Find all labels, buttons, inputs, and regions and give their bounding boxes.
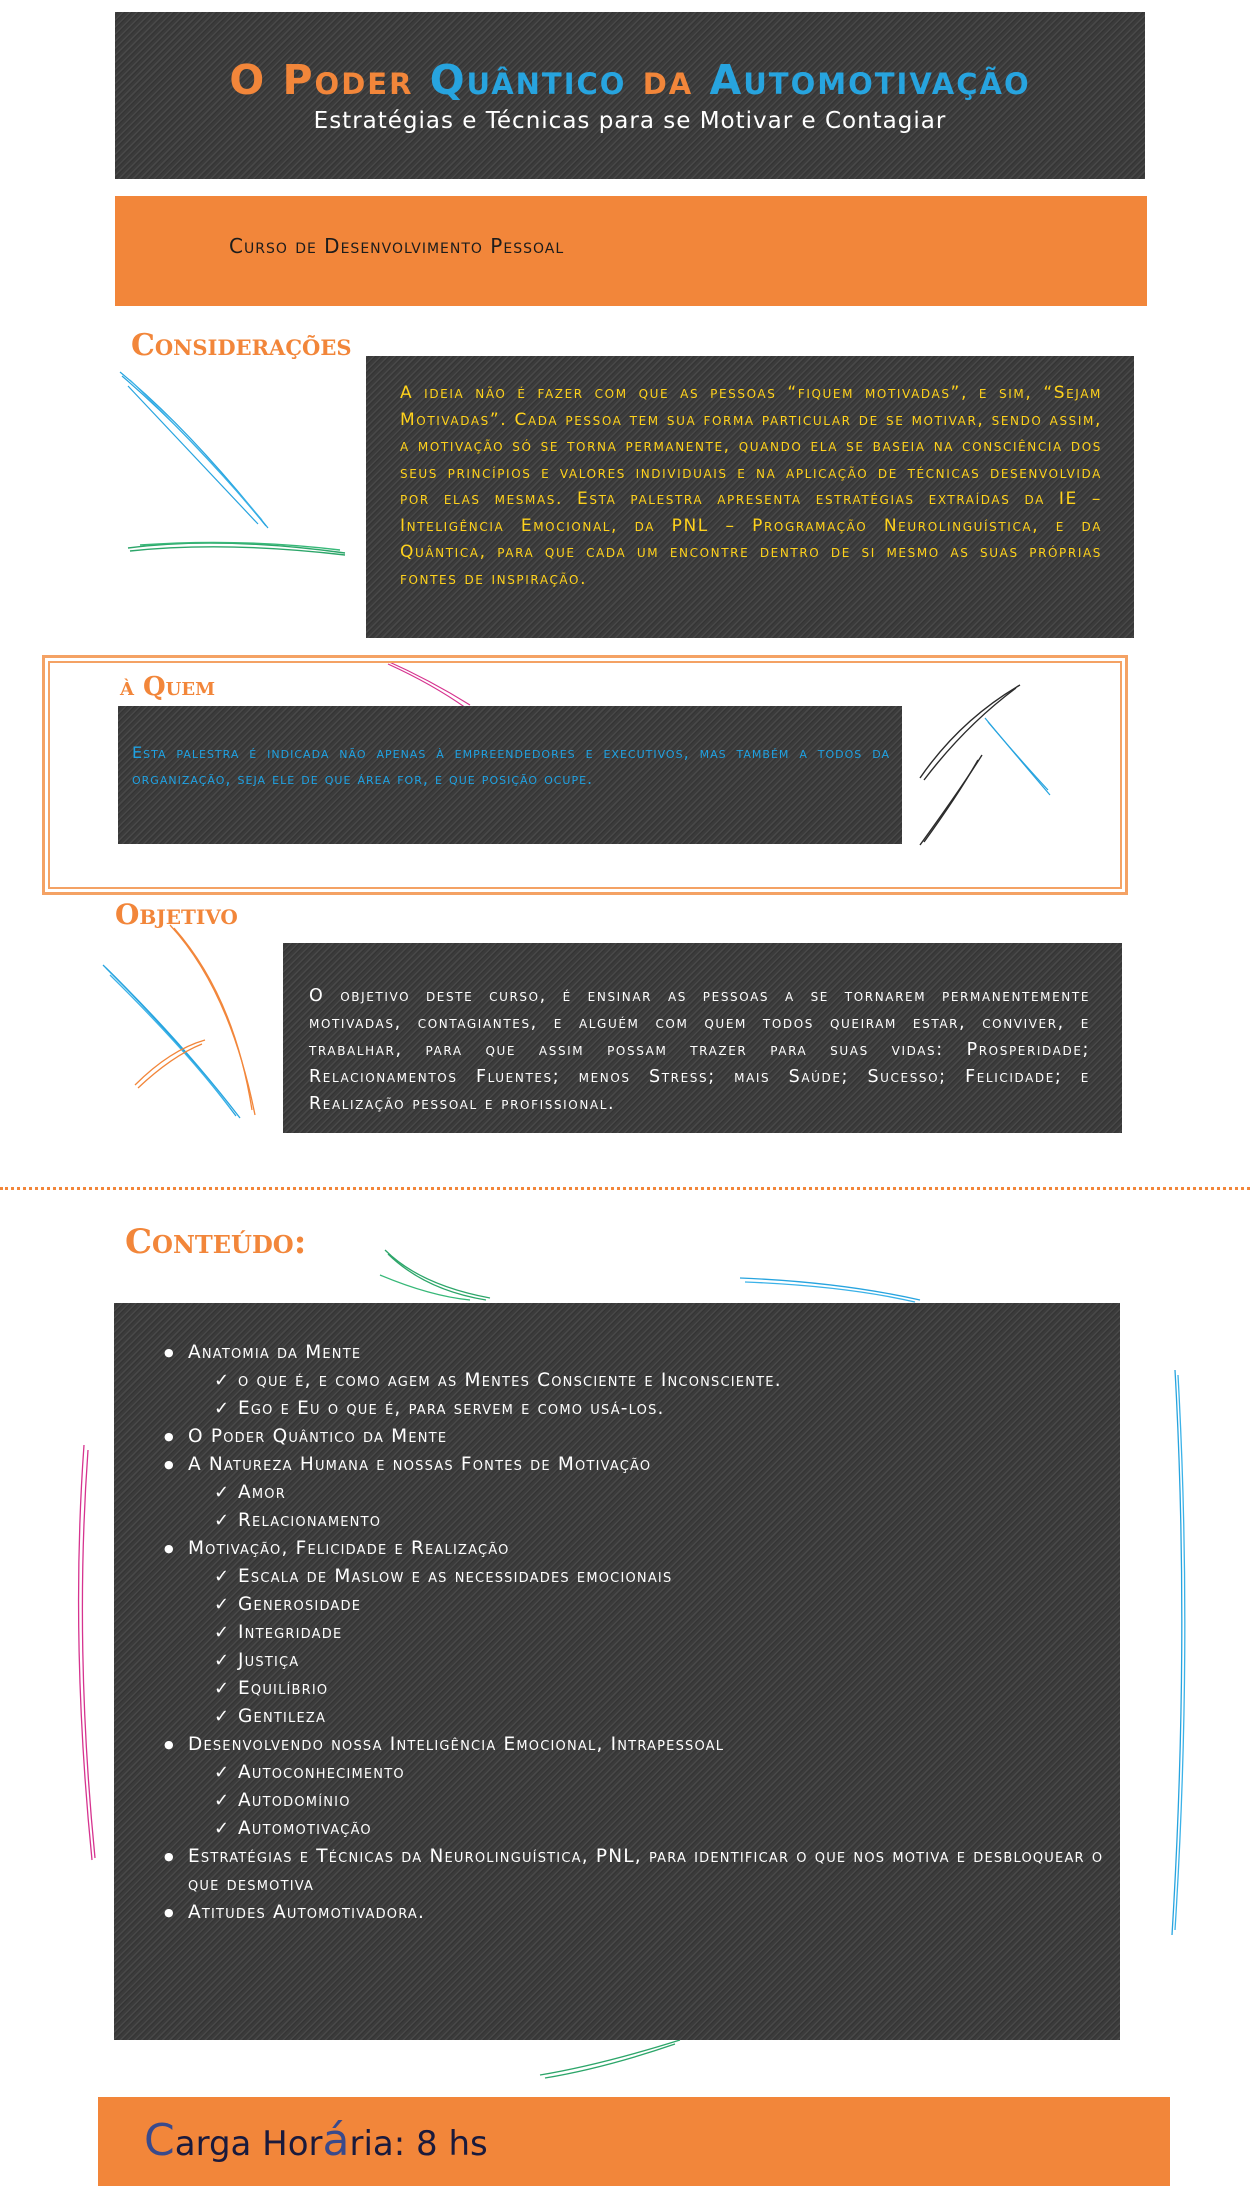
checkmark-icon: ✓ bbox=[214, 1706, 231, 1727]
topic-item: ● Estratégias e Técnicas da Neurolinguística, PNL, para identificar o que nos motiva e desbloquear o que desmotiva bbox=[164, 1843, 1110, 1899]
checkmark-icon: ✓ bbox=[214, 1622, 231, 1643]
subtopic-label: Relacionamento bbox=[238, 1510, 382, 1531]
objetivo-box bbox=[283, 943, 1122, 1133]
subtopic-item bbox=[164, 1703, 1110, 1731]
workload-band bbox=[98, 2097, 1170, 2186]
conteudo-heading: Conteúdo: bbox=[125, 1222, 307, 1262]
workload-part: arga Hor bbox=[174, 2124, 323, 2164]
cont-right-blue-swoosh bbox=[1172, 1370, 1185, 1935]
checkmark-icon: ✓ bbox=[214, 1650, 231, 1671]
subtopic-item bbox=[164, 1619, 1110, 1647]
consid-green-swoosh bbox=[128, 542, 345, 555]
checkmark-icon: ✓ bbox=[214, 1790, 231, 1811]
workload-part: ria: 8 hs bbox=[349, 2124, 488, 2164]
header-banner bbox=[115, 12, 1145, 179]
title-part: Quântico bbox=[429, 56, 627, 104]
subtopic-label: Autodomínio bbox=[238, 1790, 351, 1811]
dotted-divider bbox=[0, 1187, 1250, 1190]
subtopic-label: Justiça bbox=[238, 1650, 300, 1671]
subtopic-label: Generosidade bbox=[238, 1594, 362, 1615]
topic-item: ● O Poder Quântico da Mente bbox=[164, 1423, 1110, 1451]
quem-box bbox=[118, 706, 902, 844]
title-part: da bbox=[626, 56, 710, 104]
subtopic-item bbox=[164, 1507, 1110, 1535]
obj-orange-swoosh bbox=[135, 925, 255, 1115]
subtopic-label: o que é, e como agem as Mentes Consciente e Inconsciente. bbox=[238, 1370, 782, 1391]
consideracoes-heading: Considerações bbox=[131, 328, 352, 363]
page-subtitle: Estratégias e Técnicas para se Motivar e Contagiar bbox=[313, 108, 947, 134]
bottom-green-swoosh bbox=[540, 2040, 680, 2078]
topic-item: ● Desenvolvendo nossa Inteligência Emocional, Intrapessoal bbox=[164, 1731, 1110, 1759]
consideracoes-text: A ideia não é fazer com que as pessoas “fiquem motivadas”, e sim, “Sejam Motivadas”. Cada pessoa tem sua forma particular de se motivar, sendo assim, a motivação só se torna permanente, quando ela se baseia na consciência dos seus princípios e valores individuais e na aplicação de técnicas desenvolvida por elas mesmas. Esta palestra apresenta estratégias extraídas da IE – Inteligência Emocional, da PNL – Programação Neurolinguística, e da Quântica, para que cada um encontre dentro de si mesmo as suas próprias fontes de inspiração. bbox=[400, 383, 1102, 589]
subtopic-item bbox=[164, 1815, 1110, 1843]
checkmark-icon: ✓ bbox=[214, 1482, 231, 1503]
objetivo-heading: Objetivo bbox=[115, 898, 238, 931]
checkmark-icon: ✓ bbox=[214, 1678, 231, 1699]
subtopic-label: Autoconhecimento bbox=[238, 1762, 405, 1783]
checkmark-icon: ✓ bbox=[214, 1594, 231, 1615]
cont-blue-swoosh bbox=[740, 1278, 920, 1302]
course-band bbox=[115, 196, 1147, 306]
subtopic-item bbox=[164, 1591, 1110, 1619]
checkmark-icon: ✓ bbox=[214, 1566, 231, 1587]
topic-item: ● Motivação, Felicidade e Realização bbox=[164, 1535, 1110, 1563]
subtopic-item bbox=[164, 1647, 1110, 1675]
subtopic-item bbox=[164, 1759, 1110, 1787]
checkmark-icon: ✓ bbox=[214, 1398, 231, 1419]
subtopic-item bbox=[164, 1395, 1110, 1423]
subtopic-item bbox=[164, 1675, 1110, 1703]
topic-list bbox=[164, 1339, 1110, 1927]
subtopic-label: Automotivação bbox=[238, 1818, 372, 1839]
checkmark-icon: ✓ bbox=[214, 1818, 231, 1839]
topic-item: ● A Natureza Humana e nossas Fontes de Motivação bbox=[164, 1451, 1110, 1479]
consid-blue-swoosh bbox=[120, 372, 268, 528]
objetivo-text: O objetivo deste curso, é ensinar as pessoas a se tornarem permanentemente motivadas, contagiantes, e alguém com quem todos queiram estar, conviver, e trabalhar, para que assim possam trazer para suas vidas: Prosperidade; Relacionamentos Fluentes; menos Stress; mais Saúde; Sucesso; Felicidade; e Realização pessoal e profissional. bbox=[309, 986, 1090, 1114]
cont-pink-swoosh bbox=[79, 1445, 95, 1860]
subtopic-label: Ego e Eu o que é, para servem e como usá-los. bbox=[238, 1398, 665, 1419]
subtopic-item bbox=[164, 1367, 1110, 1395]
page-title bbox=[115, 12, 1145, 104]
quem-heading: à Quem bbox=[120, 672, 216, 702]
workload-accent: á bbox=[322, 2115, 350, 2166]
subtopic-item bbox=[164, 1479, 1110, 1507]
subtopic-label: Gentileza bbox=[238, 1706, 327, 1727]
subtopic-item bbox=[164, 1563, 1110, 1591]
topic-item: ● Anatomia da Mente bbox=[164, 1339, 1110, 1367]
checkmark-icon: ✓ bbox=[214, 1762, 231, 1783]
checkmark-icon: ✓ bbox=[214, 1510, 231, 1531]
topic-item: ● Atitudes Automotivadora. bbox=[164, 1899, 1110, 1927]
title-part: Automotivação bbox=[709, 56, 1031, 104]
workload-label bbox=[144, 2115, 488, 2166]
subtopic-label: Amor bbox=[238, 1482, 286, 1503]
title-part: O Poder bbox=[229, 56, 430, 104]
subtopic-item bbox=[164, 1787, 1110, 1815]
workload-initial: C bbox=[144, 2115, 175, 2166]
conteudo-box bbox=[114, 1303, 1120, 2040]
subtopic-label: Integridade bbox=[238, 1622, 343, 1643]
obj-blue-swoosh bbox=[103, 965, 240, 1118]
subtopic-label: Equilíbrio bbox=[238, 1678, 329, 1699]
cont-green-swoosh bbox=[380, 1250, 490, 1300]
subtopic-label: Escala de Maslow e as necessidades emocionais bbox=[238, 1566, 673, 1587]
quem-text: Esta palestra é indicada não apenas à empreendedores e executivos, mas também a todos da organização, seja ele de que área for, e que posição ocupe. bbox=[132, 743, 890, 788]
checkmark-icon: ✓ bbox=[214, 1370, 231, 1391]
consideracoes-box bbox=[366, 356, 1134, 638]
course-label: Curso de Desenvolvimento Pessoal bbox=[229, 234, 565, 258]
